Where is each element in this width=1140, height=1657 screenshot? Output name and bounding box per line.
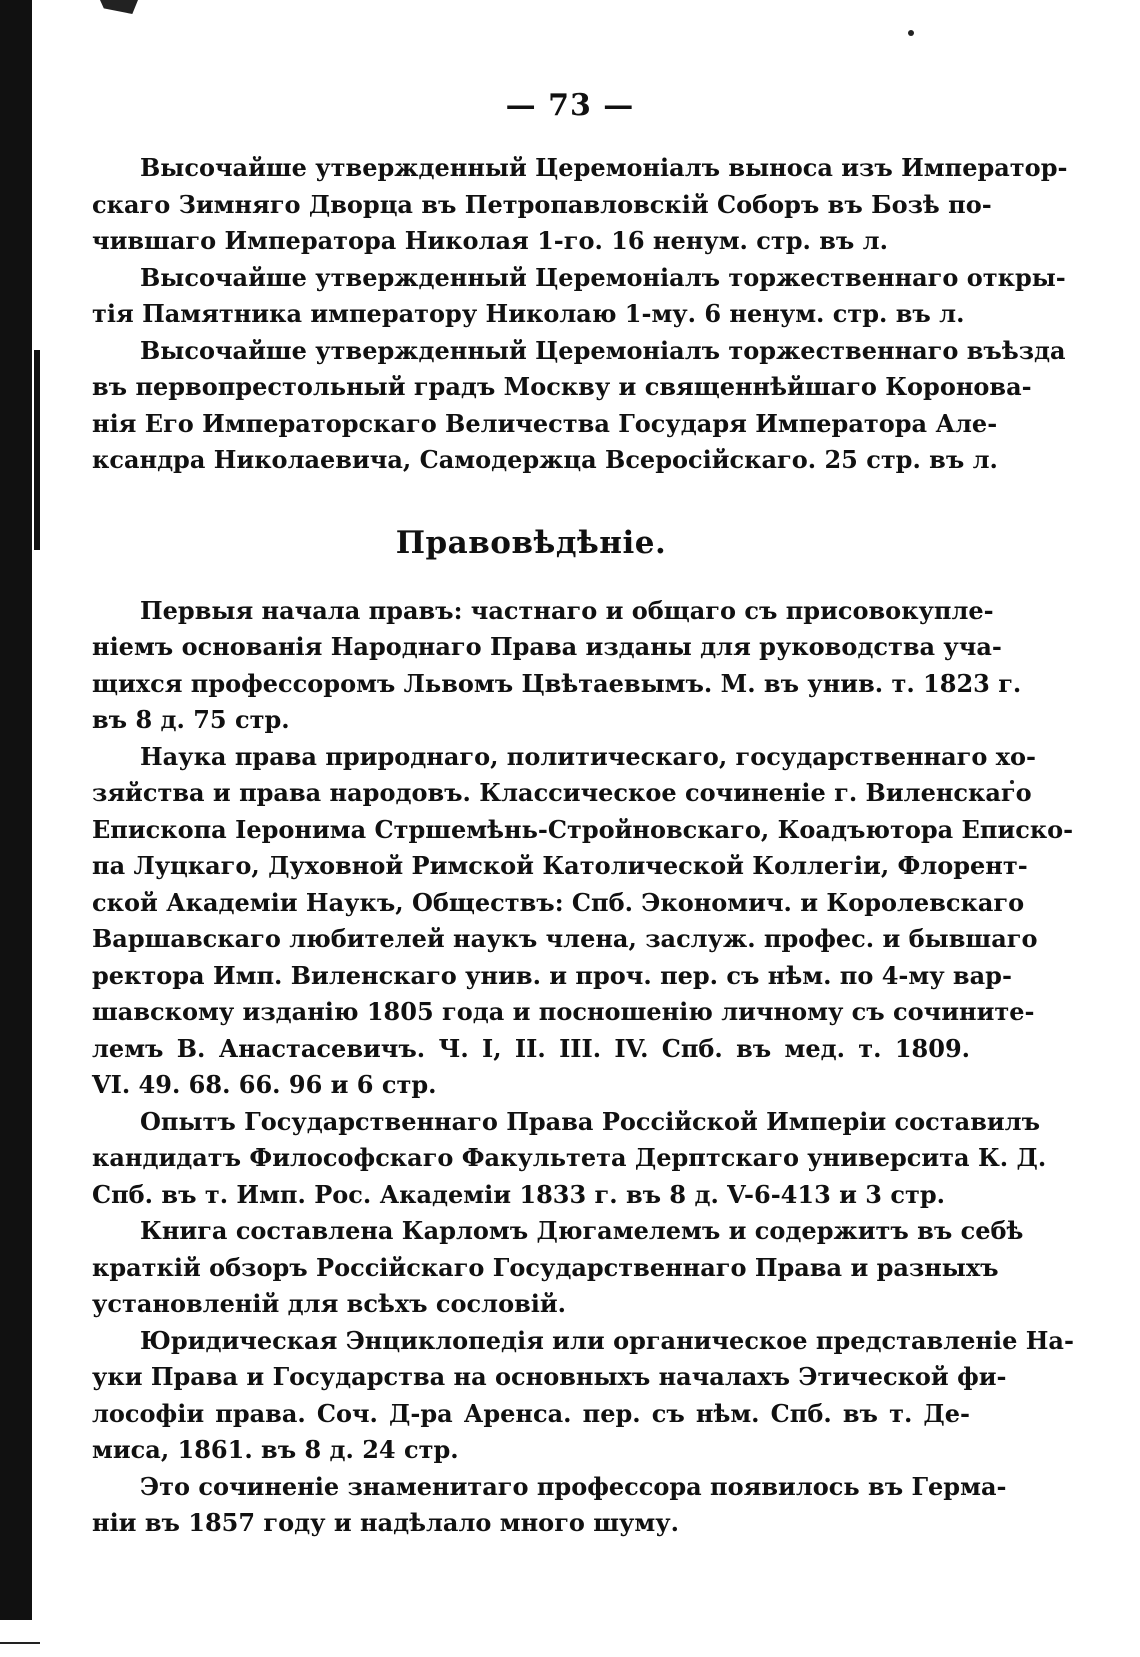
line-text: утвержденный Церемоніалъ торжественнаго откры-: [306, 262, 1066, 292]
line-text: па Луцкаго, Духовной Римской Католической Коллегіи, Флорент-: [92, 851, 1028, 880]
bibliography-entry: [92, 333, 1066, 479]
line-text: Варшавскаго любителей наукъ члена, заслуж. профес. и бывшаго: [92, 924, 1038, 953]
text-line: [92, 442, 998, 479]
line-text: кандидатъ Философскаго Факультета Дерптскаго университа К. Д.: [92, 1143, 1047, 1172]
line-text: уки Права и Государства на основныхъ началахъ Этической фи-: [92, 1362, 1007, 1391]
ceremonial-entries: [92, 150, 1068, 479]
text-line: [92, 150, 1068, 187]
bibliography-entry: [92, 1213, 1024, 1323]
line-text: Спб. въ т. Имп. Рос. Академіи 1833 г. въ 8 д. V-6-413 и 3 стр.: [92, 1179, 945, 1209]
line-text: ректора Имп. Виленскаго унив. и проч. пер. съ нѣм. по 4-му вар-: [92, 960, 1012, 990]
line-text: въ 8 д. 75 стр.: [92, 705, 290, 734]
law-entries: [92, 593, 1074, 1542]
line-text: краткій обзоръ Россійскаго Государственнаго Права и разныхъ: [92, 1252, 999, 1282]
text-line: [92, 921, 1038, 958]
line-text: начала правъ: частнаго и общаго съ присовокупле-: [253, 595, 994, 625]
scan-artifact: [100, 0, 138, 14]
line-text: Государственнаго Права Россійской Имперіи составилъ: [235, 1106, 1040, 1136]
text-line: [92, 333, 1066, 370]
text-line: [92, 593, 994, 630]
entry-lead-word: Высочайше: [140, 153, 307, 182]
text-line: [92, 629, 1002, 666]
line-text: права природнаго, политическаго, государственнаго хо-: [226, 741, 1037, 771]
text-line: [92, 1031, 970, 1068]
text-line: [92, 848, 1028, 885]
text-line: [92, 958, 1012, 995]
text-line: [92, 1104, 1040, 1141]
bibliography-entry: [92, 593, 1022, 739]
entry-lead-word: Высочайше: [140, 335, 307, 365]
text-line: [92, 885, 1025, 922]
gutter-noise: [34, 350, 40, 550]
line-text: лемъ В. Анастасевичъ. Ч. I, II. III. IV. Спб. въ мед. т. 1809.: [92, 1033, 970, 1063]
page-number: — 73 —: [505, 88, 635, 123]
line-text: въ первопрестольный градъ Москву и священнѣйшаго Коронова-: [92, 372, 1032, 401]
line-text: миса, 1861. въ 8 д. 24 стр.: [92, 1435, 459, 1464]
text-line: [92, 223, 970, 260]
text-line: [92, 1067, 970, 1104]
line-text: скаго Зимняго Дворца въ Петропавловскій Соборъ въ Бозѣ по-: [92, 189, 992, 219]
line-text: лософіи права. Соч. Д-ра Аренса. пер. съ нѣм. Спб. въ т. Де-: [92, 1398, 970, 1428]
text-line: [92, 1505, 970, 1542]
text-line: [92, 1213, 1024, 1250]
text-line: [92, 1323, 1074, 1360]
text-line: [92, 1140, 1047, 1177]
section-heading: Правовѣдѣніе.: [395, 524, 667, 561]
text-line: [92, 739, 1037, 776]
line-text: установленій для всѣхъ сословій.: [92, 1289, 567, 1318]
entry-lead-word: Юридическая: [140, 1325, 338, 1355]
bibliography-entry: [92, 150, 1068, 260]
binding-shadow: [0, 0, 32, 1620]
line-text: ніи въ 1857 году и надѣлало много шуму.: [92, 1508, 679, 1537]
text-line: [92, 812, 1074, 849]
entry-lead-word: Опытъ: [140, 1106, 236, 1136]
bibliography-entry: [92, 260, 1066, 333]
line-text: зяйства и права народовъ. Классическое сочиненіе г. Виленскаго: [92, 778, 1032, 807]
entry-lead-word: Высочайше: [140, 262, 307, 292]
text-line: [92, 1396, 970, 1433]
text-line: [92, 260, 1066, 297]
line-text: ской Академіи Наукъ, Обществъ: Спб. Экономич. и Королевскаго: [92, 887, 1025, 917]
bibliography-entry: [92, 1104, 1047, 1214]
line-text: ксандра Николаевича, Самодержца Всеросійскаго. 25 стр. въ л.: [92, 445, 998, 474]
entry-lead-word: Наука: [140, 741, 227, 771]
line-text: утвержденный Церемоніалъ выноса изъ Император-: [306, 153, 1068, 182]
text-line: [92, 666, 1022, 703]
bibliography-entry: [92, 1469, 1007, 1542]
line-text: утвержденный Церемоніалъ торжественнаго въѣзда: [306, 335, 1066, 365]
text-line: [92, 187, 992, 224]
text-line: [92, 1250, 999, 1287]
text-line: [92, 1177, 970, 1214]
line-text: Епископа Іеронима Стршемѣнь-Стройновскаго, Коадъютора Еписко-: [92, 814, 1074, 844]
text-block: [92, 150, 1074, 1542]
line-text: нія Его Императорскаго Величества Государя Императора Але-: [92, 408, 998, 438]
text-line: [92, 1286, 970, 1323]
line-text: чившаго Императора Николая 1-го. 16 ненум. стр. въ л.: [92, 226, 888, 255]
text-line: [92, 702, 970, 739]
line-text: VI. 49. 68. 66. 96 и 6 стр.: [92, 1070, 437, 1099]
line-text: Книга составлена Карломъ Дюгамелемъ и содержитъ въ себѣ: [140, 1216, 1024, 1245]
text-line: [92, 775, 1032, 812]
text-line: [92, 994, 1035, 1031]
text-line: [92, 369, 1032, 406]
line-text: шавскому изданію 1805 года и посношенію личному съ сочините-: [92, 997, 1035, 1026]
line-text: ніемъ основанія Народнаго Права изданы для руководства уча-: [92, 632, 1002, 661]
scan-dot: [908, 30, 914, 36]
text-line: [92, 296, 970, 333]
entry-lead-word: Первыя: [140, 595, 254, 625]
bibliography-entry: [92, 739, 1074, 1104]
text-line: [92, 1469, 1007, 1506]
line-text: Энциклопедія или органическое представленіе На-: [337, 1325, 1074, 1355]
text-line: [92, 1359, 1007, 1396]
line-text: щихся профессоромъ Львомъ Цвѣтаевымъ. М. въ унив. т. 1823 г.: [92, 668, 1022, 698]
bottom-rule: [0, 1642, 40, 1644]
bibliography-entry: [92, 1323, 1074, 1469]
line-text: тія Памятника императору Николаю 1-му. 6 ненум. стр. въ л.: [92, 299, 965, 328]
text-line: [92, 406, 998, 443]
text-line: [92, 1432, 970, 1469]
line-text: Это сочиненіе знаменитаго профессора появилось въ Герма-: [140, 1471, 1007, 1501]
